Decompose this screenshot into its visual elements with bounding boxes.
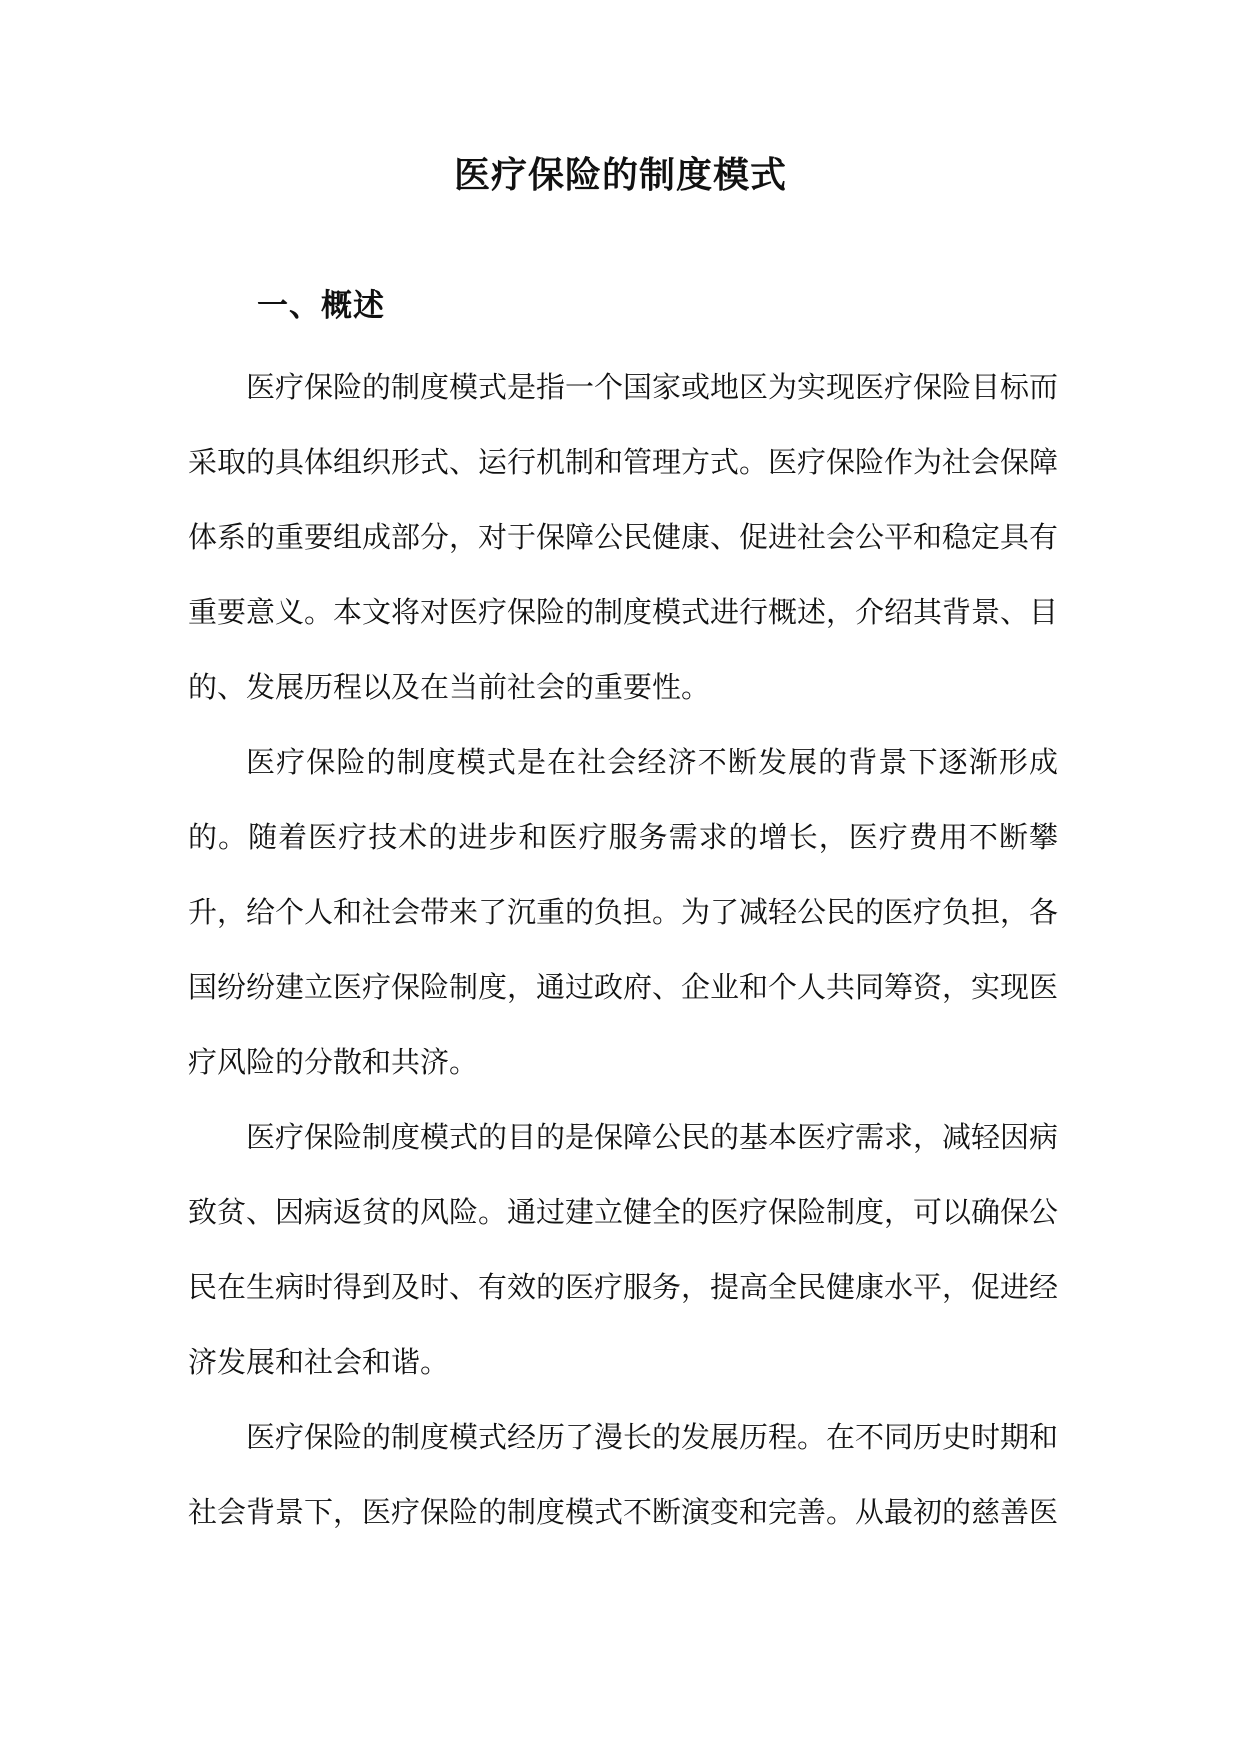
- paragraph-1: 医疗保险的制度模式是指一个国家或地区为实现医疗保险目标而采取的具体组织形式、运行机制和管理方式。医疗保险作为社会保障体系的重要组成部分，对于保障公民健康、促进社会公平和稳定具有重要意义。本文将对医疗保险的制度模式进行概述，介绍其背景、目的、发展历程以及在当前社会的重要性。: [188, 370, 1059, 704]
- document-title: 医疗保险的制度模式: [453, 155, 787, 196]
- paragraph-3: 医疗保险制度模式的目的是保障公民的基本医疗需求，减轻因病致贫、因病返贫的风险。通过建立健全的医疗保险制度，可以确保公民在生病时得到及时、有效的医疗服务，提高全民健康水平，促进经济发展和社会和谐。: [188, 1120, 1059, 1379]
- paragraph-2: 医疗保险的制度模式是在社会经济不断发展的背景下逐渐形成的。随着医疗技术的进步和医疗服务需求的增长，医疗费用不断攀升，给个人和社会带来了沉重的负担。为了减轻公民的医疗负担，各国纷纷建立医疗保险制度，通过政府、企业和个人共同筹资，实现医疗风险的分散和共济。: [188, 745, 1059, 1079]
- section-heading: 一、概述: [257, 288, 385, 324]
- paragraph-4: 医疗保险的制度模式经历了漫长的发展历程。在不同历史时期和社会背景下，医疗保险的制度模式不断演变和完善。从最初的慈善医: [188, 1420, 1059, 1529]
